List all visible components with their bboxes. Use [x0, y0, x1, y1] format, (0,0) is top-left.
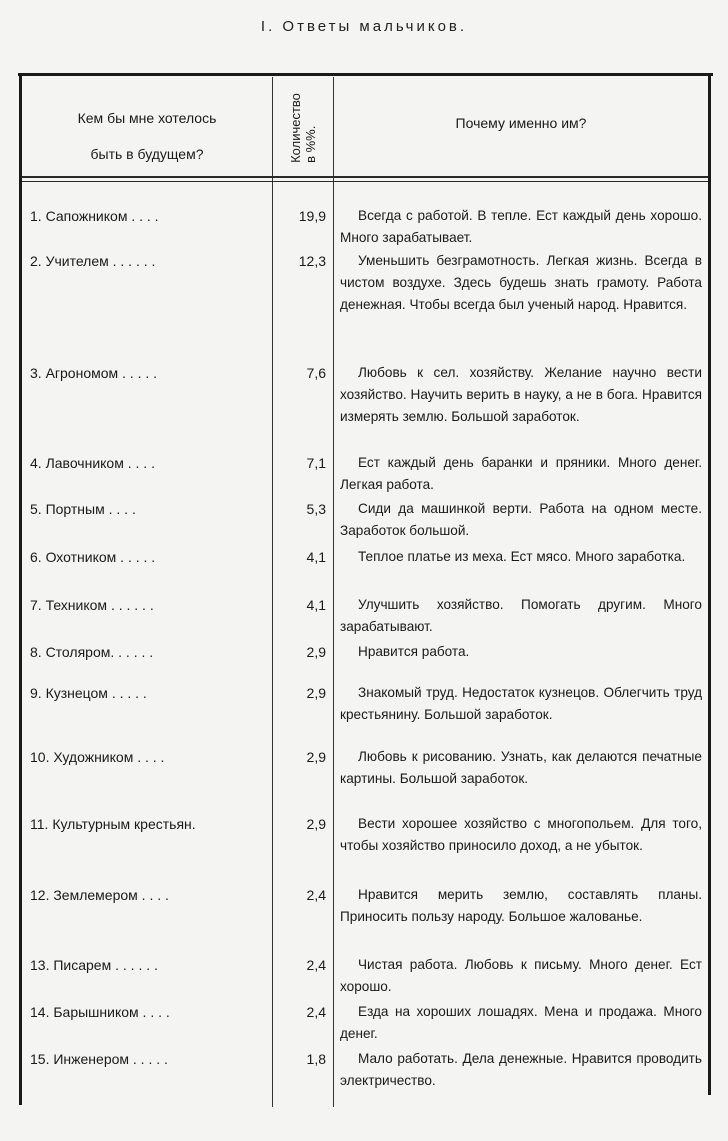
header-profession	[22, 100, 272, 172]
header-rule-second	[22, 181, 708, 182]
profession-cell: 2. Учителем . . . . . .	[30, 253, 156, 269]
percent-cell: 12,3	[298, 253, 326, 269]
reason-cell: Ест каждый день баранки и пряники. Много денег. Легкая работа.	[340, 455, 702, 492]
percent-cell: 2,9	[306, 685, 326, 701]
profession-cell: 10. Художником . . . .	[30, 749, 165, 765]
top-rule	[18, 73, 713, 76]
column-divider-2	[333, 77, 334, 1107]
profession-cell: 6. Охотником . . . . .	[30, 549, 156, 565]
profession-cell: 1. Сапожником . . . .	[30, 208, 159, 224]
header-profession-line1: Кем бы мне хотелось	[77, 110, 217, 126]
header-reason: Почему именно им?	[455, 115, 587, 131]
reason-cell: Теплое платье из меха. Ест мясо. Много заработка.	[358, 549, 686, 564]
reason-cell: Всегда с работой. В тепле. Ест каждый день хорошо. Много зарабатывает.	[340, 208, 702, 245]
reason-cell: Чистая работа. Любовь к письму. Много денег. Ест хорошо.	[340, 957, 702, 994]
reason-cell: Знакомый труд. Недостаток кузнецов. Облегчить труд крестьянину. Большой заработок.	[340, 685, 702, 722]
profession-cell: 5. Портным . . . .	[30, 501, 136, 517]
reason-cell: Сиди да машинкой верти. Работа на одном месте. Заработок большой.	[340, 501, 702, 538]
reason-cell: Мало работать. Дела денежные. Нравится проводить электричество.	[340, 1051, 702, 1088]
percent-cell: 2,4	[306, 887, 326, 903]
percent-cell: 1,8	[306, 1051, 326, 1067]
reason-cell: Нравится мерить землю, составлять планы. Приносить пользу народу. Большое жалованье.	[340, 887, 702, 924]
header-percent-line2: в %%.	[303, 125, 318, 163]
header-rule	[22, 176, 708, 178]
profession-cell: 11. Культурным крестьян.	[30, 816, 196, 832]
column-divider-1	[272, 77, 273, 1107]
percent-cell: 4,1	[306, 549, 326, 565]
profession-cell: 4. Лавочником . . . .	[30, 455, 155, 471]
profession-cell: 8. Столяром. . . . . .	[30, 644, 154, 660]
percent-cell: 19,9	[298, 208, 326, 224]
percent-cell: 7,1	[306, 455, 326, 471]
percent-cell: 4,1	[306, 597, 326, 613]
profession-cell: 9. Кузнецом . . . . .	[30, 685, 147, 701]
header-profession-line2: быть в будущем?	[90, 146, 204, 162]
table-title: I. Ответы мальчиков.	[260, 18, 468, 35]
percent-cell: 2,9	[306, 816, 326, 832]
right-border	[708, 75, 711, 1095]
reason-cell: Нравится работа.	[358, 644, 470, 659]
percent-cell: 2,9	[306, 749, 326, 765]
profession-cell: 3. Агрономом . . . . .	[30, 365, 158, 381]
reason-cell: Любовь к сел. хозяйству. Желание научно вести хозяйство. Научить верить в науку, а не в бога. Нравится измерять землю. Большой заработок.	[340, 365, 702, 424]
header-percent	[274, 82, 332, 174]
left-border	[19, 75, 22, 1105]
percent-cell: 2,4	[306, 1004, 326, 1020]
profession-cell: 15. Инженером . . . . .	[30, 1051, 168, 1067]
percent-cell: 2,9	[306, 644, 326, 660]
profession-cell: 7. Техником . . . . . .	[30, 597, 154, 613]
reason-cell: Езда на хороших лошадях. Мена и продажа. Много денег.	[340, 1004, 702, 1041]
profession-cell: 14. Барышником . . . .	[30, 1004, 170, 1020]
header-percent-line1: Количество	[288, 93, 303, 163]
reason-cell: Улучшить хозяйство. Помогать другим. Много зарабатывают.	[340, 597, 702, 634]
reason-cell: Уменьшить безграмотность. Легкая жизнь. Всегда в чистом воздухе. Здесь будешь знать грамоту. Работа денежная. Чтобы всегда был ученый народ. Нравится.	[340, 253, 702, 312]
profession-cell: 12. Землемером . . . .	[30, 887, 169, 903]
percent-cell: 2,4	[306, 957, 326, 973]
profession-cell: 13. Писарем . . . . . .	[30, 957, 158, 973]
percent-cell: 5,3	[306, 501, 326, 517]
reason-cell: Любовь к рисованию. Узнать, как делаются печатные картины. Большой заработок.	[340, 749, 702, 786]
reason-cell: Вести хорошее хозяйство с многопольем. Для того, чтобы хозяйство приносило доход, а не убыток.	[340, 816, 702, 853]
percent-cell: 7,6	[306, 365, 326, 381]
